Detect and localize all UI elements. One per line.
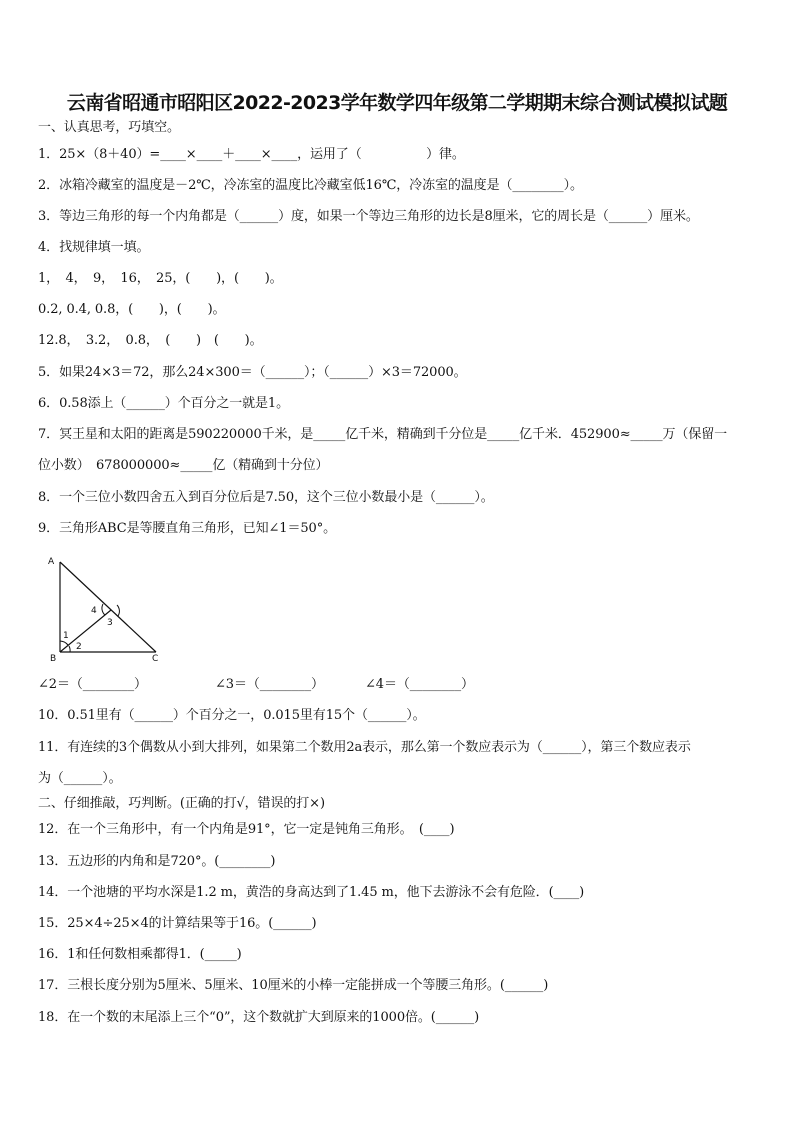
question-18: 18．在一个数的末尾添上三个“0”，这个数就扩大到原来的1000倍。(______) [38, 1010, 480, 1025]
question-15: 15．25×4÷25×4的计算结果等于16。(______) [38, 916, 317, 931]
question-4-sequence-b: 0.2, 0.4, 0.8，( )，( )。 [38, 302, 226, 317]
angle-3-arc [117, 605, 119, 616]
question-11-line-1: 11．有连续的3个偶数从小到大排列，如果第二个数用2a表示，那么第一个数应表示为（______），第三个数应表示 [38, 740, 691, 755]
angle-2-label: 2 [76, 642, 82, 652]
angle-4-arc [102, 604, 105, 615]
angle-3-label: 3 [107, 618, 113, 628]
vertex-a-label: A [48, 557, 55, 567]
question-13: 13．五边形的内角和是720°。(________) [38, 854, 276, 869]
triangle-abc-figure [40, 552, 170, 664]
question-11-line-2: 为（______）。 [38, 771, 122, 786]
question-9-angle-3: ∠3＝（________） [215, 677, 324, 692]
question-7-line-2: 位小数） 678000000≈_____亿（精确到十分位） [38, 458, 329, 473]
question-7-line-1: 7．冥王星和太阳的距离是590220000千米，是_____亿千米，精确到千分位是_____亿千米．452900≈_____万（保留一 [38, 427, 728, 442]
question-9-angle-2: ∠2＝（________） [38, 677, 147, 692]
question-10: 10．0.51里有（______）个百分之一，0.015里有15个（______）。 [38, 708, 426, 723]
question-4-sequence-c: 12.8， 3.2， 0.8， ( ) ( )。 [38, 333, 263, 348]
question-2: 2．冰箱冷藏室的温度是－2℃，冷冻室的温度比冷藏室低16℃，冷冻室的温度是（________）。 [38, 178, 583, 193]
question-9-angle-4: ∠4＝（________） [365, 677, 474, 692]
question-8: 8．一个三位小数四舍五入到百分位后是7.50，这个三位小数最小是（______）。 [38, 490, 494, 505]
angle-1-label: 1 [63, 631, 69, 641]
question-4: 4．找规律填一填。 [38, 240, 150, 255]
question-4-sequence-a: 1， 4， 9， 16， 25，( )，( )。 [38, 271, 283, 286]
question-5: 5．如果24×3＝72，那么24×300＝（______）；（______）×3＝72000。 [38, 365, 467, 380]
page-title: 云南省昭通市昭阳区2022-2023学年数学四年级第二学期期末综合测试模拟试题 [66, 92, 728, 114]
vertex-b-label: B [50, 654, 57, 664]
angle-2-arc [69, 646, 70, 652]
section-heading-fill-blank: 一、认真思考，巧填空。 [38, 120, 180, 135]
question-12: 12．在一个三角形中，有一个内角是91°，它一定是钝角三角形。 (____) [38, 822, 455, 837]
question-9: 9．三角形ABC是等腰直角三角形，已知∠1＝50°。 [38, 521, 337, 536]
angle-1-arc [60, 641, 68, 645]
side-ac [60, 562, 156, 652]
question-14: 14．一个池塘的平均水深是1.2 m，黄浩的身高达到了1.45 m，他下去游泳不会有危险．(____) [38, 885, 585, 900]
section-heading-true-false: 二、仔细推敲，巧判断。(正确的打√，错误的打×) [38, 796, 325, 811]
question-1: 1．25×（8＋40）=____×____＋____×____，运用了（ ）律。 [38, 147, 465, 162]
angle-4-label: 4 [91, 606, 97, 616]
question-3: 3．等边三角形的每一个内角都是（______）度，如果一个等边三角形的边长是8厘米，它的周长是（______）厘米。 [38, 209, 699, 224]
question-17: 17．三根长度分别为5厘米、5厘米、10厘米的小棒一定能拼成一个等腰三角形。(______) [38, 978, 549, 993]
question-16: 16．1和任何数相乘都得1．(_____) [38, 947, 242, 962]
vertex-c-label: C [152, 654, 159, 664]
question-6: 6．0.58添上（______）个百分之一就是1。 [38, 396, 289, 411]
